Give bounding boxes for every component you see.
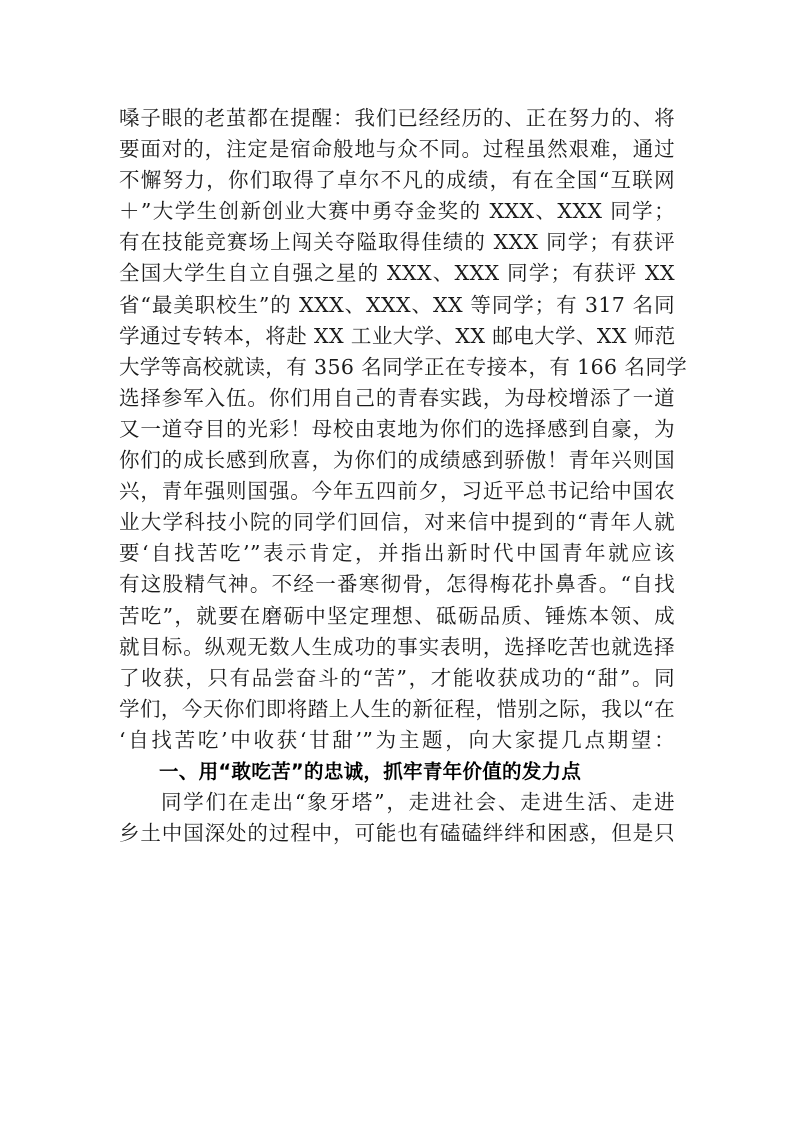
text-line: 学通过专转本，将赴 XX 工业大学、XX 邮电大学、XX 师范 xyxy=(119,323,676,348)
text-line: 就目标。纵观无数人生成功的事实表明，选择吃苦也就选择 xyxy=(119,634,675,659)
text-line: 业大学科技小院的同学们回信，对来信中提到的“青年人就 xyxy=(119,510,675,535)
text-line: 不懈努力，你们取得了卓尔不凡的成绩，有在全国“互联网 xyxy=(119,168,675,193)
paragraph-2 xyxy=(119,787,675,849)
text-line: 嗓子眼的老茧都在提醒：我们已经经历的、正在努力的、将 xyxy=(119,106,675,130)
text-line: ‘自找苦吃’中收获‘甘甜’”为主题，向大家提几点期望： xyxy=(119,727,675,752)
text-line: 学们，今天你们即将踏上人生的新征程，惜别之际，我以“在 xyxy=(119,696,675,721)
text-line: 你们的成长感到欣喜，为你们的成绩感到骄傲！青年兴则国 xyxy=(119,448,675,473)
text-line: 省“最美职校生”的 XXX、XXX、XX 等同学；有 317 名同 xyxy=(119,292,675,317)
text-line: 要面对的，注定是宿命般地与众不同。过程虽然艰难，通过 xyxy=(119,137,675,162)
text-line: 选择参军入伍。你们用自己的青春实践，为母校增添了一道 xyxy=(119,385,675,410)
text-line: 苦吃”，就要在磨砺中坚定理想、砥砺品质、锤炼本领、成 xyxy=(119,603,675,628)
text-line: 兴，青年强则国强。今年五四前夕，习近平总书记给中国农 xyxy=(119,479,675,504)
text-line: 全国大学生自立自强之星的 XXX、XXX 同学；有获评 XX xyxy=(119,261,675,286)
text-line: ＋”大学生创新创业大赛中勇夺金奖的 XXX、XXX 同学； xyxy=(119,199,675,224)
text-line: 有在技能竞赛场上闯关夺隘取得佳绩的 XXX 同学；有获评 xyxy=(119,230,675,255)
text-line: 大学等高校就读，有 356 名同学正在专接本，有 166 名同学 xyxy=(119,354,688,379)
text-line: 了收获，只有品尝奋斗的“苦”，才能收获成功的“甜”。同 xyxy=(119,665,675,690)
text-line: 要‘自找苦吃’”表示肯定，并指出新时代中国青年就应该 xyxy=(119,541,675,566)
text-line: 同学们在走出“象牙塔”，走进社会、走进生活、走进 xyxy=(161,790,675,815)
text-line: 又一道夺目的光彩！母校由衷地为你们的选择感到自豪，为 xyxy=(119,416,675,441)
text-line: 有这股精气神。不经一番寒彻骨，怎得梅花扑鼻香。“自找 xyxy=(119,572,675,597)
paragraph-1 xyxy=(119,103,688,756)
section-heading: 一、用“敢吃苦”的忠诚，抓牢青年价值的发力点 xyxy=(159,759,582,783)
document-body xyxy=(119,103,688,849)
text-line: 乡土中国深处的过程中，可能也有磕磕绊绊和困惑，但是只 xyxy=(119,821,675,846)
